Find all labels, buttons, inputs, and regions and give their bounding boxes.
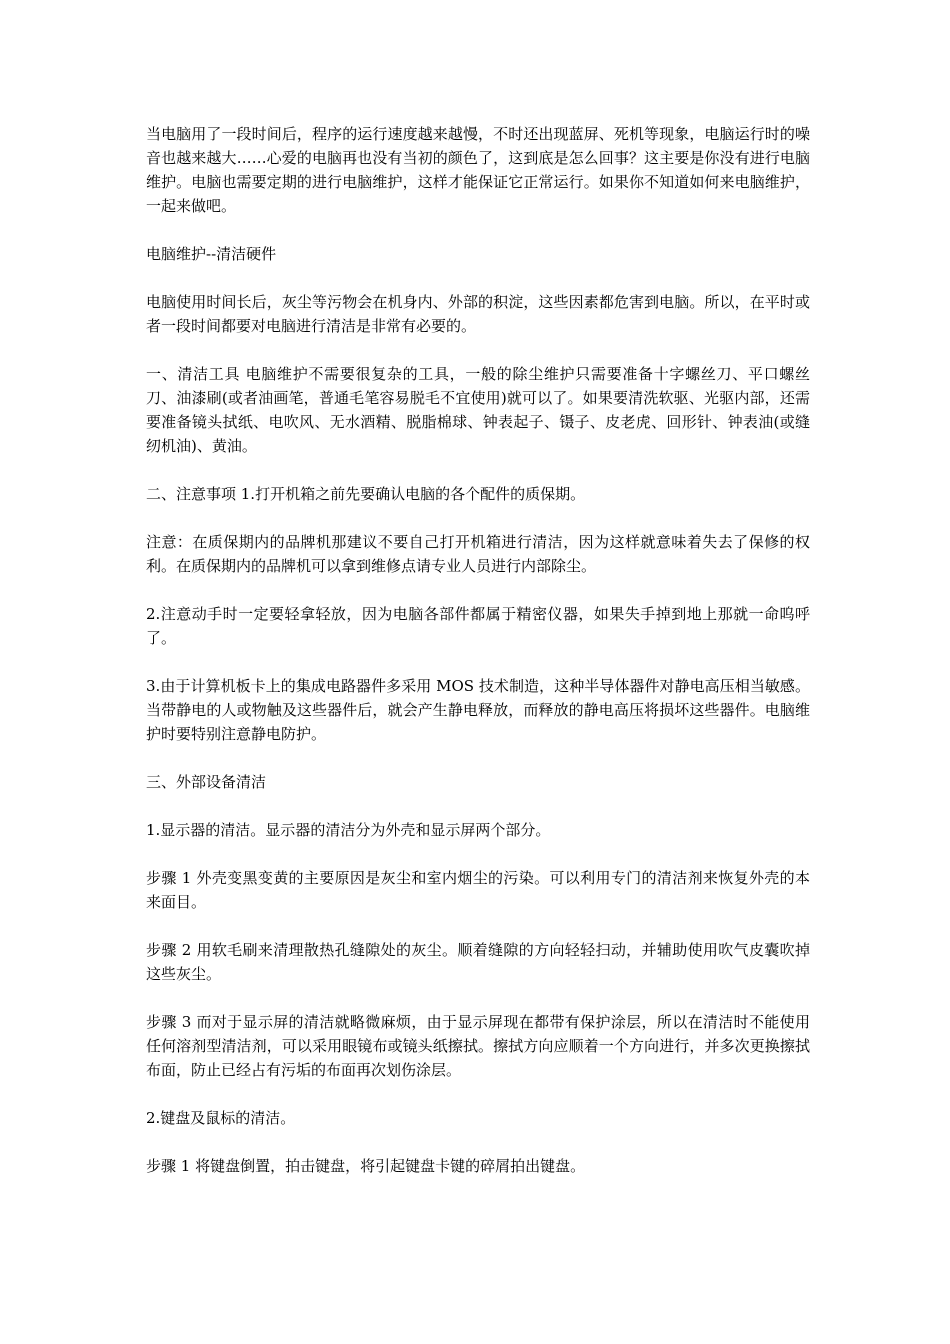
document-page: [146, 122, 810, 1178]
monitor-step-3-paragraph: 步骤 3 而对于显示屏的清洁就略微麻烦，由于显示屏现在都带有保护涂层，所以在清洁时不能使用任何溶剂型清洁剂，可以采用眼镜布或镜头纸擦拭。擦拭方向应顺着一个方向进行，并多次更换擦拭布面，防止已经占有污垢的布面再次划伤涂层。: [146, 1013, 810, 1079]
notes-heading-paragraph: 二、注意事项 1.打开机箱之前先要确认电脑的各个配件的质保期。: [146, 485, 586, 503]
keyboard-step-1-paragraph: 步骤 1 将键盘倒置，拍击键盘，将引起键盘卡键的碎屑拍出键盘。: [146, 1157, 586, 1175]
monitor-step-2-paragraph: 步骤 2 用软毛刷来清理散热孔缝隙处的灰尘。顺着缝隙的方向轻轻扫动，并辅助使用吹气皮囊吹掉这些灰尘。: [146, 941, 810, 983]
tools-paragraph: 一、清洁工具 电脑维护不需要很复杂的工具，一般的除尘维护只需要准备十字螺丝刀、平口螺丝刀、油漆刷(或者油画笔，普通毛笔容易脱毛不宜使用)就可以了。如果要清洗软驱、光驱内部，还需要准备镜头拭纸、电吹风、无水酒精、脱脂棉球、钟表起子、镊子、皮老虎、回形针、钟表油(或缝纫机油)、黄油。: [146, 365, 810, 455]
static-protection-paragraph: 3.由于计算机板卡上的集成电路器件多采用 MOS 技术制造，这种半导体器件对静电高压相当敏感。当带静电的人或物触及这些器件后，就会产生静电释放，而释放的静电高压将损坏这些器件。电脑维护时要特别注意静电防护。: [146, 677, 810, 743]
monitor-cleaning-paragraph: 1.显示器的清洁。显示器的清洁分为外壳和显示屏两个部分。: [146, 821, 551, 839]
intro-paragraph: 当电脑用了一段时间后，程序的运行速度越来越慢，不时还出现蓝屏、死机等现象，电脑运行时的噪音也越来越大……心爱的电脑再也没有当初的颜色了，这到底是怎么回事？这主要是你没有进行电脑维护。电脑也需要定期的进行电脑维护，这样才能保证它正常运行。如果你不知道如何来电脑维护，一起来做吧。: [146, 125, 810, 215]
monitor-step-1-paragraph: 步骤 1 外壳变黑变黄的主要原因是灰尘和室内烟尘的污染。可以利用专门的清洁剂来恢复外壳的本来面目。: [146, 869, 810, 911]
handle-carefully-paragraph: 2.注意动手时一定要轻拿轻放，因为电脑各部件都属于精密仪器，如果失手掉到地上那就一命呜呼了。: [146, 605, 810, 647]
dust-paragraph: 电脑使用时间长后，灰尘等污物会在机身内、外部的积淀，这些因素都危害到电脑。所以，在平时或者一段时间都要对电脑进行清洁是非常有必要的。: [146, 293, 810, 335]
section-heading-external-devices: 三、外部设备清洁: [146, 773, 267, 791]
keyboard-mouse-heading-paragraph: 2.键盘及鼠标的清洁。: [146, 1109, 296, 1127]
warranty-note-paragraph: 注意：在质保期内的品牌机那建议不要自己打开机箱进行清洁，因为这样就意味着失去了保修的权利。在质保期内的品牌机可以拿到维修点请专业人员进行内部除尘。: [146, 533, 810, 575]
section-heading-clean-hardware: 电脑维护--清洁硬件: [146, 245, 277, 263]
